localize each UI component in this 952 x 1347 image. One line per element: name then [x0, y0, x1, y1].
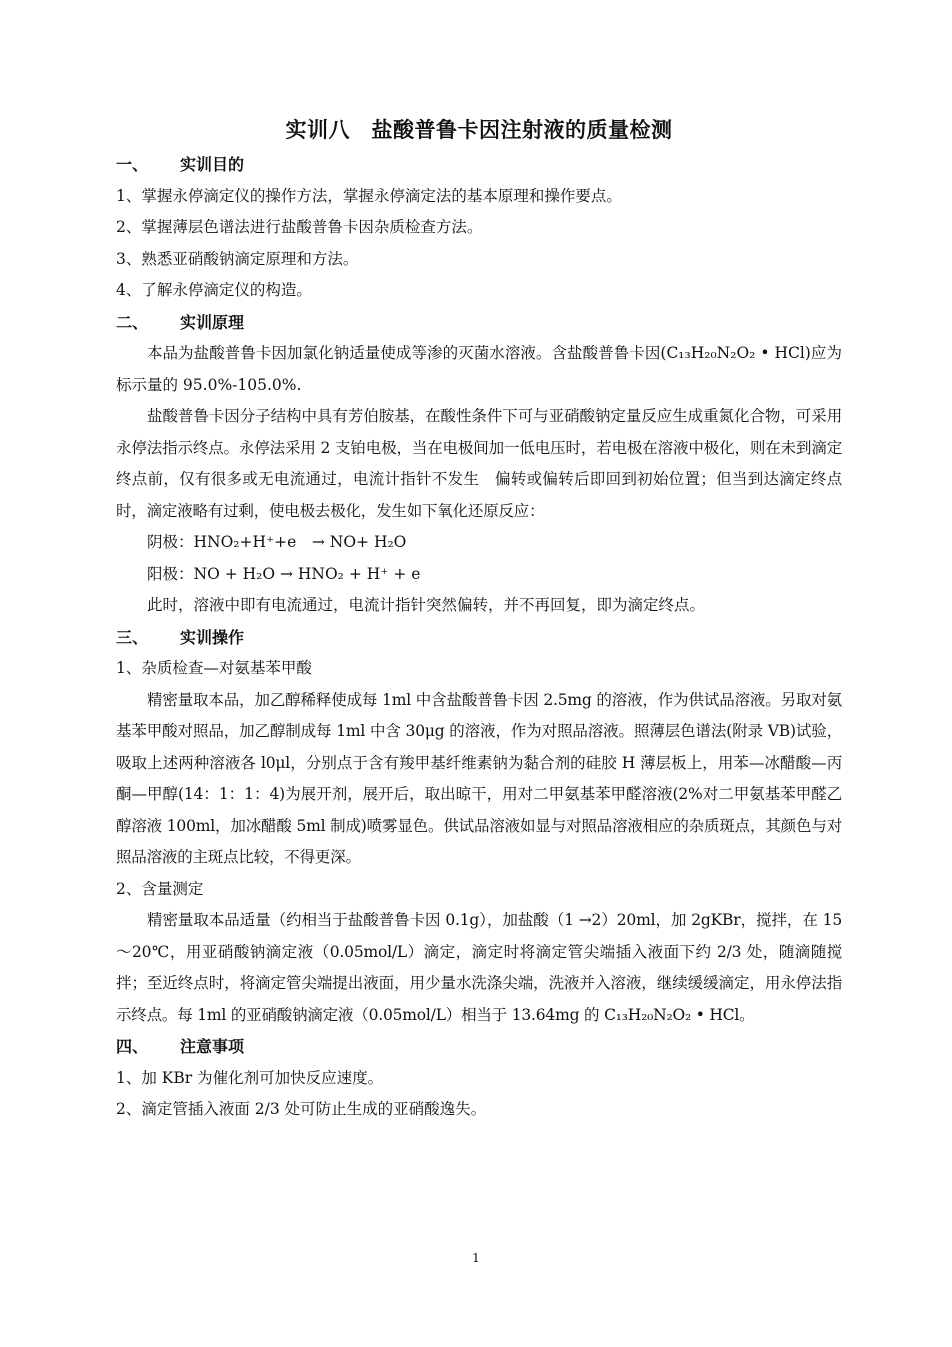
section-title: 实训原理	[180, 312, 245, 332]
impurity-check-paragraph: 精密量取本品，加乙醇稀释使成每 1ml 中含盐酸普鲁卡因 2.5mg 的溶液，作为供试品溶液。另取对氨基苯甲酸对照品，加乙醇制成每 1ml 中含 30μg 的溶液，作为对照品溶液。照薄层色谱法(附录 VB)试验，吸取上述两种溶液各 l0μl，分别点于含有羧甲基纤维素钠为黏合剂的硅胶 H 薄层板上，用苯—冰醋酸—丙酮—甲醇(14：1：1：4)为展开剂，展开后，取出晾干，用对二甲氨基苯甲醛溶液(2%对二甲氨基苯甲醛乙醇溶液 100ml，加冰醋酸 5ml 制成)喷雾显色。供试品溶液如显与对照品溶液相应的杂质斑点，其颜色与对照品溶液的主斑点比较，不得更深。	[116, 690, 842, 866]
assay-paragraph	[116, 905, 842, 1031]
section-title: 实训操作	[180, 627, 245, 647]
section-heading-principle	[116, 307, 842, 339]
section-number: 三、	[116, 627, 149, 647]
principle-text: 本品为盐酸普鲁卡因加氯化钠适量使成等渗的灭菌水溶液。含盐酸普鲁卡因	[147, 344, 661, 362]
principle-paragraph-2: 盐酸普鲁卡因分子结构中具有芳伯胺基，在酸性条件下可与亚硝酸钠定量反应生成重氮化合物，可采用永停法指示终点。永停法采用 2 支铂电极，当在电极间加一低电压时，若电极在溶液中极化，则在未到滴定终点前，仅有很多或无电流通过，电流计指针不发生 偏转或偏转后即回到初始位置；但当到达滴定终点时，滴定液略有过剩，使电极去极化，发生如下氧化还原反应：	[116, 407, 842, 520]
document-body	[116, 112, 842, 1126]
section-number: 一、	[116, 155, 149, 174]
anode-reaction: 阳极：NO + H₂O → HNO₂ + H⁺ + e	[147, 564, 421, 583]
subsection-impurity-check: 1、杂质检查—对氨基苯甲酸	[116, 659, 312, 677]
objective-item: 3、熟悉亚硝酸钠滴定原理和方法。	[116, 249, 359, 268]
assay-text: 精密量取本品适量（约相当于盐酸普鲁卡因 0.1g），加盐酸（1 →2）20ml，加 2gKBr，搅拌，在 15～20℃，用亚硝酸钠滴定液（0.05mol/L）滴定，滴定时将滴定管尖端插入液面下约 2/3 处，随滴随搅拌；至近终点时，将滴定管尖端提出液面，用少量水洗涤尖端，洗液并入溶液，继续缓缓滴定，用永停法指示终点。每 1ml 的亚硝酸钠滴定液（0.05mol/L）相当于 13.64mg 的	[116, 911, 842, 1024]
section-heading-notes	[116, 1031, 842, 1063]
principle-paragraph-1	[116, 338, 842, 401]
cathode-reaction: 阴极：HNO₂+H⁺+e → NO+ H₂O	[147, 533, 407, 551]
objective-item: 4、了解永停滴定仪的构造。	[116, 281, 312, 299]
subsection-assay: 2、含量测定	[116, 879, 204, 898]
section-title: 注意事项	[180, 1037, 245, 1056]
section-title: 实训目的	[180, 155, 245, 174]
chemical-formula: (C₁₃H₂₀N₂O₂ • HCl)	[660, 344, 811, 362]
principle-paragraph-3: 此时，溶液中即有电流通过，电流计指针突然偏转，并不再回复，即为滴定终点。	[147, 596, 706, 614]
section-heading-objectives	[116, 149, 842, 181]
note-item: 1、加 KBr 为催化剂可加快反应速度。	[116, 1068, 384, 1087]
section-number: 四、	[116, 1037, 149, 1056]
objective-item: 2、掌握薄层色谱法进行盐酸普鲁卡因杂质检查方法。	[116, 218, 483, 236]
section-heading-procedure	[116, 622, 842, 654]
principle-text-tail: 应为标示量的 95.0%-105.0%.	[116, 344, 842, 394]
page-title: 实训八 盐酸普鲁卡因注射液的质量检测	[285, 118, 673, 142]
section-number: 二、	[116, 312, 149, 332]
note-item: 2、滴定管插入液面 2/3 处可防止生成的亚硝酸逸失。	[116, 1100, 487, 1118]
page-number: 1	[472, 1251, 480, 1265]
chemical-formula: C₁₃H₂₀N₂O₂ • HCl。	[604, 1005, 755, 1024]
objective-item: 1、掌握永停滴定仪的操作方法，掌握永停滴定法的基本原理和操作要点。	[116, 186, 622, 205]
